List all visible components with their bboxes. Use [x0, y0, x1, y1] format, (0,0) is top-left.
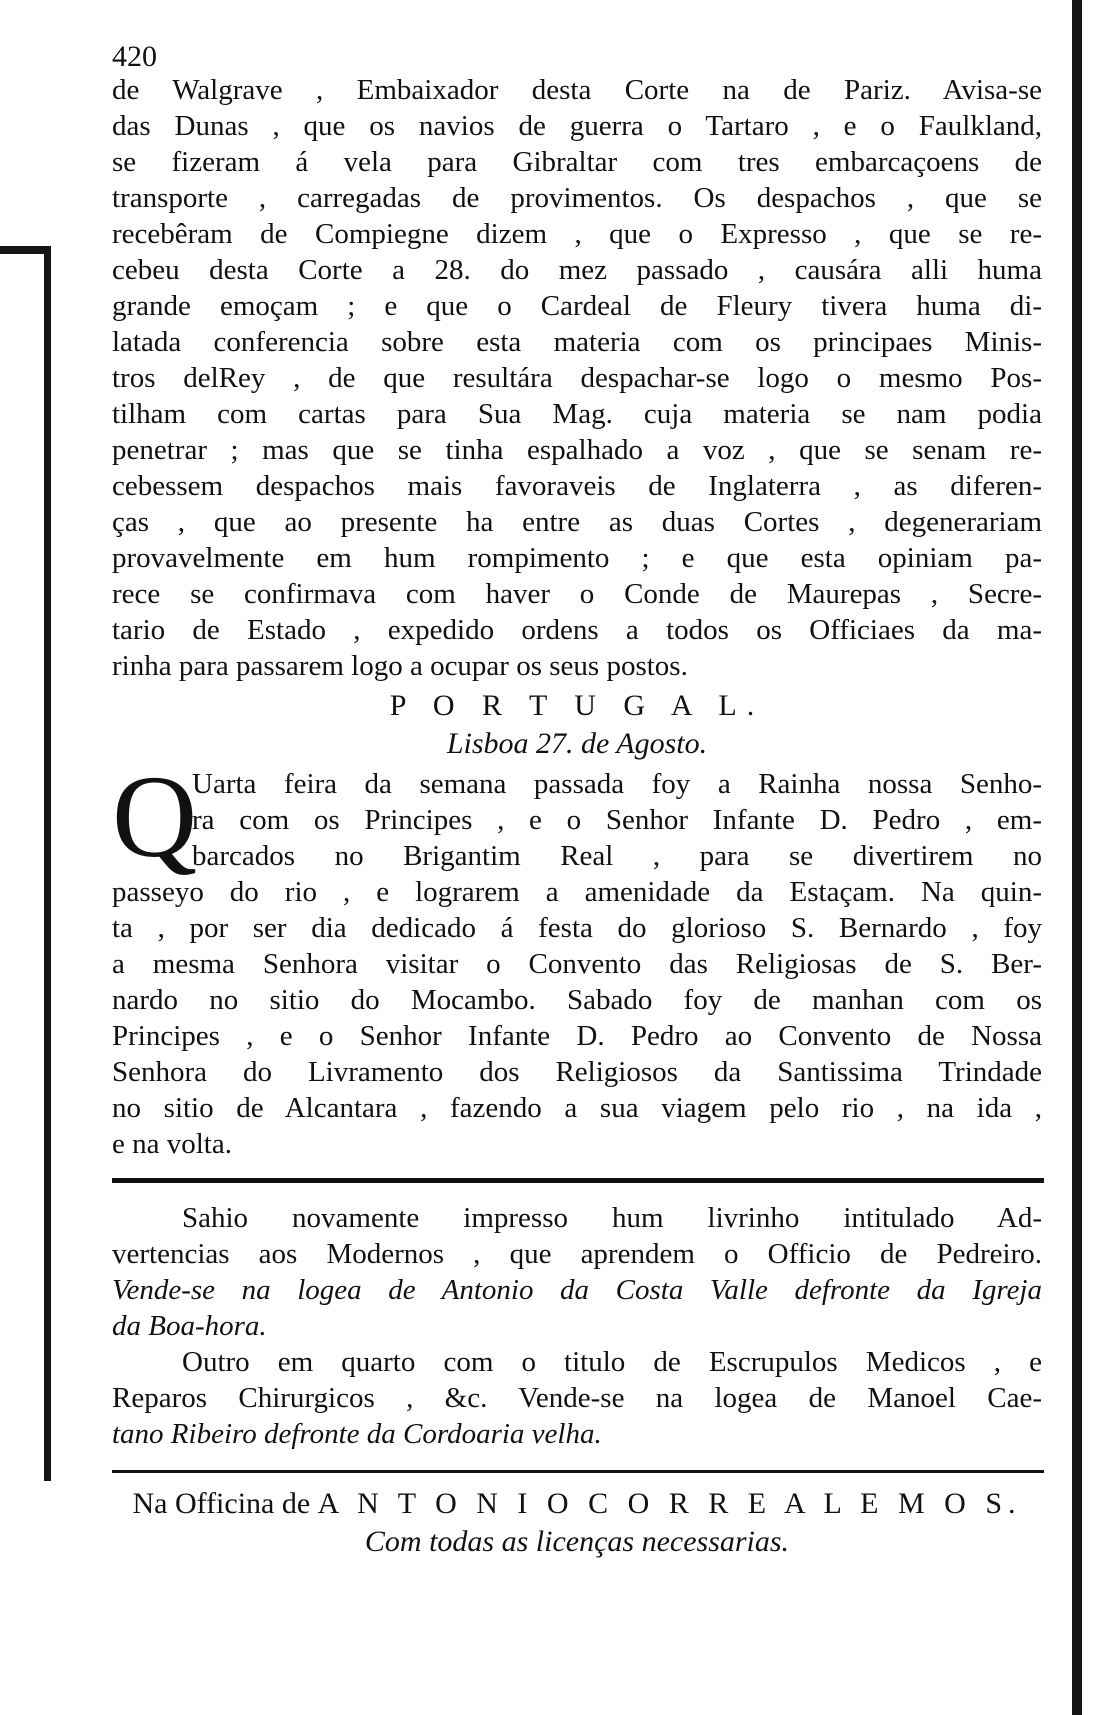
notice-line: Reparos Chirurgicos , &c. Vende-se na logea de Manoel Cae-	[112, 1382, 1042, 1414]
imprint-office: Na Officina de	[132, 1487, 311, 1520]
body-line: de Walgrave , Embaixador desta Corte na de Pariz. Avisa-se	[112, 74, 1042, 106]
body-line: tilham com cartas para Sua Mag. cuja materia se nam podia	[112, 398, 1042, 430]
portugal-line: barcados no Brigantim Real , para se divertirem no	[192, 840, 1042, 872]
notice-line: da Boa-hora.	[112, 1310, 267, 1342]
imprint-printer: A N T O N I O C O R R E A L E M O S.	[317, 1487, 1022, 1520]
body-line: tario de Estado , expedido ordens a todos os Officiaes da ma-	[112, 614, 1042, 646]
section-rule	[112, 1178, 1044, 1183]
portugal-line: Senhora do Livramento dos Religiosos da Santissima Trindade	[112, 1056, 1042, 1088]
body-line: das Dunas , que os navios de guerra o Tartaro , e o Faulkland,	[112, 110, 1042, 142]
imprint-line	[112, 1486, 1042, 1522]
portugal-line: Uarta feira da semana passada foy a Rainha nossa Senho-	[192, 768, 1042, 800]
scan-edge-left	[44, 246, 51, 1481]
imprint-rule	[112, 1470, 1044, 1473]
portugal-line: no sitio de Alcantara , fazendo a sua viagem pelo rio , na ida ,	[112, 1092, 1042, 1124]
body-line: grande emoçam ; e que o Cardeal de Fleury tivera huma di-	[112, 290, 1042, 322]
section-heading: P O R T U G A L.	[389, 689, 765, 722]
body-line: transporte , carregadas de provimentos. Os despachos , que se	[112, 182, 1042, 214]
body-line: latada conferencia sobre esta materia com os principaes Minis-	[112, 326, 1042, 358]
portugal-line: nardo no sitio do Mocambo. Sabado foy de manhan com os	[112, 984, 1042, 1016]
dateline: Lisboa 27. de Agosto.	[446, 727, 708, 760]
body-line: cebessem despachos mais favoraveis de Inglaterra , as diferen-	[112, 470, 1042, 502]
body-line: rinha para passarem logo a ocupar os seus postos.	[112, 650, 688, 682]
body-line: recebêram de Compiegne dizem , que o Expresso , que se re-	[112, 218, 1042, 250]
body-line: cebeu desta Corte a 28. do mez passado , causára alli huma	[112, 254, 1042, 286]
body-line: tros delRey , de que resultára despachar-se logo o mesmo Pos-	[112, 362, 1042, 394]
notice-line: Vende-se na logea de Antonio da Costa Valle defronte da Igreja	[112, 1274, 1042, 1306]
portugal-line: e na volta.	[112, 1128, 232, 1160]
notice-line: Outro em quarto com o titulo de Escrupulos Medicos , e	[182, 1346, 1042, 1378]
imprint-license: Com todas as licenças necessarias.	[364, 1525, 790, 1558]
notice-line: tano Ribeiro defronte da Cordoaria velha.	[112, 1418, 602, 1450]
notice-line: Sahio novamente impresso hum livrinho intitulado Ad-	[182, 1202, 1042, 1234]
portugal-line: ra com os Principes , e o Senhor Infante D. Pedro , em-	[192, 804, 1042, 836]
portugal-line: Principes , e o Senhor Infante D. Pedro ao Convento de Nossa	[112, 1020, 1042, 1052]
body-line: penetrar ; mas que se tinha espalhado a voz , que se senam re-	[112, 434, 1042, 466]
scan-edge-left-top	[0, 246, 50, 254]
scan-edge-right	[1072, 0, 1082, 1715]
body-line: ças , que ao presente ha entre as duas Cortes , degenerariam	[112, 506, 1042, 538]
portugal-line: a mesma Senhora visitar o Convento das Religiosas de S. Ber-	[112, 948, 1042, 980]
drop-cap: Q	[112, 751, 198, 882]
notice-line: vertencias aos Modernos , que aprendem o Officio de Pedreiro.	[112, 1238, 1042, 1270]
body-line: provavelmente em hum rompimento ; e que esta opiniam pa-	[112, 542, 1042, 574]
portugal-line: ta , por ser dia dedicado á festa do glorioso S. Bernardo , foy	[112, 912, 1042, 944]
page-number: 420	[112, 40, 157, 73]
body-line: se fizeram á vela para Gibraltar com tres embarcaçoens de	[112, 146, 1042, 178]
portugal-line: passeyo do rio , e lograrem a amenidade da Estaçam. Na quin-	[112, 876, 1042, 908]
body-line: rece se confirmava com haver o Conde de Maurepas , Secre-	[112, 578, 1042, 610]
